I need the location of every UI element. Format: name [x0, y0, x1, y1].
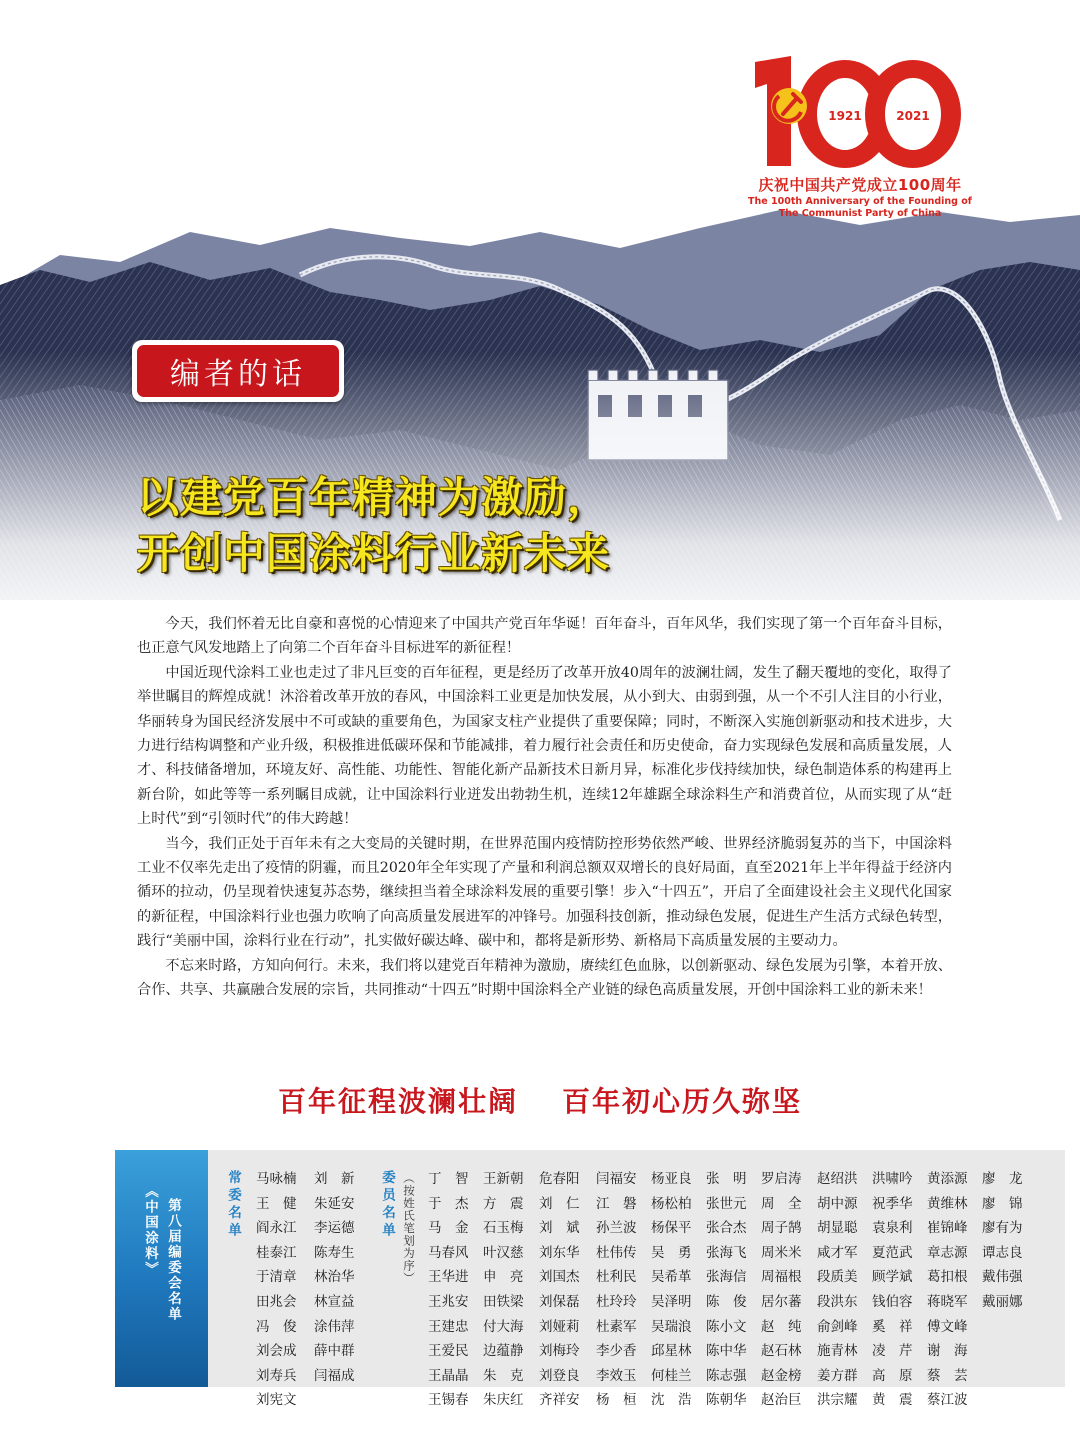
- anniversary-badge: [745, 48, 975, 223]
- member-column: [651, 1167, 692, 1413]
- committee-member-name: 王锡春: [428, 1392, 469, 1409]
- committee-member-name: 张海信: [706, 1269, 747, 1286]
- committee-member-name: 田铁梁: [483, 1293, 524, 1310]
- committee-member-name: 刘会成: [256, 1343, 297, 1360]
- committee-member-name: 涂伟萍: [314, 1318, 355, 1335]
- committee-member-name: 冯 俊: [256, 1318, 297, 1335]
- badge-year-end: 2021: [896, 109, 930, 123]
- committee-member-name: 吴希革: [651, 1269, 692, 1286]
- standing-column: [314, 1167, 355, 1388]
- editorial-committee: [115, 1150, 1065, 1409]
- committee-member-name: 咸才军: [817, 1244, 858, 1261]
- committee-member-name: 洪宗耀: [817, 1392, 858, 1409]
- member-column: [817, 1167, 858, 1413]
- committee-member-name: 王建忠: [428, 1318, 469, 1335]
- committee-member-name: 王新朝: [483, 1171, 524, 1187]
- committee-member-name: 戴伟强: [982, 1269, 1023, 1286]
- committee-member-name: 周福根: [761, 1269, 802, 1286]
- committee-member-name: 刘 仁: [539, 1195, 580, 1212]
- committee-member-name: 刘梅玲: [539, 1343, 580, 1360]
- badge-title-cn: 庆祝中国共产党成立100周年: [758, 176, 962, 194]
- committee-member-name: 闫福成: [314, 1367, 355, 1384]
- committee-member-name: 桂泰江: [256, 1244, 297, 1261]
- committee-member-name: 王晶晶: [428, 1367, 469, 1384]
- badge-title-en-line1: The 100th Anniversary of the Founding of: [748, 196, 972, 207]
- section-tag-label: 编者的话: [137, 345, 339, 397]
- badge-year-start: 1921: [828, 109, 862, 123]
- member-column: [428, 1167, 469, 1413]
- committee-member-name: 江 磐: [596, 1195, 637, 1212]
- paragraph: 当今，我们正处于百年未有之大变局的关键时期，在世界范围内疫情防控形势依然严峻、世界经济脆弱复苏的当下，中国涂料工业不仅率先走出了疫情的阴霾，而且2020年全年实现了产量和利润总额双双增长的良好局面，直至2021年上半年得益于经济内循环的拉动，仍呈现着快速复苏态势，继续担当着全球涂料发展的重要引擎！步入“十四五”，开启了全面建设社会主义现代化国家的新征程，中国涂料行业也强力吹响了向高质量发展进军的冲锋号。加强科技创新，推动绿色发展，促进生产生活方式绿色转型，践行“美丽中国，涂料行业在行动”，扎实做好碳达峰、碳中和，都将是新形势、新格局下高质量发展的主要动力。: [137, 835, 952, 950]
- committee-member-name: 顾学斌: [872, 1269, 913, 1286]
- committee-member-name: 马咏楠: [256, 1171, 297, 1187]
- committee-member-name: 王 健: [256, 1195, 297, 1212]
- committee-member-name: 张 明: [706, 1171, 747, 1187]
- slogan-part2: 百年初心历久弥坚: [562, 1085, 803, 1118]
- committee-title-panel: [115, 1150, 208, 1387]
- committee-member-name: 钱伯容: [872, 1293, 913, 1310]
- committee-member-name: 王兆安: [428, 1293, 469, 1310]
- centenary-logo-icon: [745, 48, 975, 173]
- committee-member-name: 阎永江: [256, 1220, 297, 1237]
- committee-member-name: 段质美: [817, 1269, 858, 1286]
- committee-member-name: 凌 芹: [872, 1343, 913, 1360]
- slogan-part1: 百年征程波澜壮阔: [277, 1085, 518, 1118]
- committee-member-name: 何桂兰: [651, 1367, 692, 1384]
- committee-member-name: 胡显聪: [817, 1220, 858, 1237]
- committee-member-name: 邱星林: [651, 1343, 692, 1360]
- article-body: [137, 612, 952, 1003]
- paragraph: 今天，我们怀着无比自豪和喜悦的心情迎来了中国共产党百年华诞！百年奋斗，百年风华，我们实现了第一个百年奋斗目标，也正意气风发地踏上了向第二个百年奋斗目标进军的新征程！: [137, 616, 952, 657]
- committee-member-name: 石玉梅: [483, 1220, 524, 1237]
- member-column: [596, 1167, 637, 1413]
- committee-member-name: 赵石林: [761, 1343, 802, 1360]
- committee-member-name: 赵治巨: [761, 1392, 802, 1409]
- committee-member-name: 边蕴静: [483, 1343, 524, 1360]
- committee-member-name: 夏范武: [872, 1244, 913, 1261]
- committee-member-name: 杜利民: [596, 1269, 637, 1286]
- committee-member-name: 奚 祥: [872, 1318, 913, 1335]
- committee-member-name: 陈小文: [706, 1318, 747, 1335]
- committee-member-name: 俞剑峰: [817, 1318, 858, 1335]
- standing-committee-label: 常委名单: [225, 1170, 241, 1240]
- committee-member-name: 杜素军: [596, 1318, 637, 1335]
- committee-member-name: 刘登良: [539, 1367, 580, 1384]
- committee-member-name: 高 原: [872, 1367, 913, 1384]
- committee-member-name: 方 震: [483, 1195, 524, 1212]
- committee-member-name: 蔡 芸: [927, 1367, 968, 1384]
- committee-member-name: 吴泽明: [651, 1293, 692, 1310]
- committee-member-name: 谭志良: [982, 1244, 1023, 1261]
- committee-member-name: 于清章: [256, 1269, 297, 1286]
- committee-member-name: 杜玲玲: [596, 1293, 637, 1310]
- journal-name: 《中国涂料》: [142, 1184, 158, 1277]
- committee-member-name: 刘 新: [314, 1171, 355, 1187]
- committee-member-name: 赵金榜: [761, 1367, 802, 1384]
- committee-member-name: 周 全: [761, 1195, 802, 1212]
- committee-member-name: 洪啸吟: [872, 1171, 913, 1187]
- committee-member-name: 李运德: [314, 1220, 355, 1237]
- committee-member-name: 刘娅莉: [539, 1318, 580, 1335]
- committee-member-name: 刘东华: [539, 1244, 580, 1261]
- committee-member-name: 杨亚良: [651, 1171, 692, 1187]
- committee-member-name: 沈 浩: [651, 1392, 692, 1409]
- committee-member-name: 申 亮: [483, 1269, 524, 1286]
- paragraph: 不忘来时路，方知向何行。未来，我们将以建党百年精神为激励，赓续红色血脉，以创新驱动、绿色发展为引擎，本着开放、合作、共享、共赢融合发展的宗旨，共同推动“十四五”时期中国涂料全产业链的绿色高质量发展，开创中国涂料工业的新未来！: [137, 957, 952, 999]
- committee-member-name: 袁泉利: [872, 1220, 913, 1237]
- committee-member-name: 葛扣根: [927, 1269, 968, 1286]
- committee-member-name: 陈朝华: [706, 1392, 747, 1409]
- committee-member-name: 胡中源: [817, 1195, 858, 1212]
- committee-member-name: 廖有为: [982, 1220, 1023, 1237]
- committee-member-name: 田兆会: [256, 1293, 297, 1310]
- committee-member-name: 叶汉慈: [483, 1244, 524, 1261]
- committee-member-name: 段洪东: [817, 1293, 858, 1310]
- headline-line1: 以建党百年精神为激励，: [137, 473, 611, 522]
- committee-member-name: 居尔蕃: [761, 1293, 802, 1310]
- committee-member-name: 刘寿兵: [256, 1367, 297, 1384]
- committee-member-name: 黄 震: [872, 1392, 913, 1409]
- committee-member-name: 赵 纯: [761, 1318, 802, 1335]
- committee-member-name: 黄维林: [927, 1195, 968, 1212]
- committee-title: 第八届编委会名单: [165, 1198, 181, 1322]
- committee-member-name: 谢 海: [927, 1343, 968, 1360]
- committee-member-name: 张世元: [706, 1195, 747, 1212]
- member-column: [761, 1167, 802, 1413]
- member-column: [927, 1167, 968, 1413]
- committee-member-name: 刘保磊: [539, 1293, 580, 1310]
- committee-member-name: 陈中华: [706, 1343, 747, 1360]
- section-tag: [132, 340, 344, 402]
- committee-member-name: 朱延安: [314, 1195, 355, 1212]
- committee-member-name: 王爱民: [428, 1343, 469, 1360]
- badge-title-en-line2: The Communist Party of China: [778, 208, 942, 219]
- committee-member-name: 陈志强: [706, 1367, 747, 1384]
- members-label: 委员名单: [379, 1170, 395, 1240]
- committee-member-name: 陈 俊: [706, 1293, 747, 1310]
- headline: [137, 470, 610, 582]
- committee-member-name: 周米米: [761, 1244, 802, 1261]
- member-column: [483, 1167, 524, 1413]
- committee-member-name: 赵绍洪: [817, 1171, 858, 1187]
- committee-member-name: 杨松柏: [651, 1195, 692, 1212]
- committee-member-name: 姜方群: [817, 1367, 858, 1384]
- committee-member-name: 吴 勇: [651, 1244, 692, 1261]
- committee-member-name: 杨保平: [651, 1220, 692, 1237]
- standing-column: [256, 1167, 297, 1413]
- committee-member-name: 祝季华: [872, 1195, 913, 1212]
- committee-member-name: 王华进: [428, 1269, 469, 1286]
- committee-member-name: 张合杰: [706, 1220, 747, 1237]
- committee-member-name: 章志源: [927, 1244, 968, 1261]
- committee-member-name: 刘国杰: [539, 1269, 580, 1286]
- committee-member-name: 陈寿生: [314, 1244, 355, 1261]
- committee-member-name: 施青林: [817, 1343, 858, 1360]
- committee-member-name: 付大海: [483, 1318, 524, 1335]
- committee-member-name: 戴丽娜: [982, 1293, 1023, 1310]
- committee-member-name: 林治华: [314, 1269, 355, 1286]
- committee-member-name: 蔡江波: [927, 1392, 968, 1409]
- committee-member-name: 周子鹄: [761, 1220, 802, 1237]
- committee-member-name: 李少香: [596, 1343, 637, 1360]
- member-column: [539, 1167, 580, 1413]
- committee-member-name: 杨 桓: [596, 1392, 637, 1409]
- committee-member-name: 林宣益: [314, 1293, 355, 1310]
- committee-member-name: 薛中群: [314, 1343, 355, 1360]
- committee-member-name: 朱 克: [483, 1367, 524, 1384]
- committee-member-name: 傅文峰: [927, 1318, 968, 1335]
- committee-member-name: 廖 龙: [982, 1171, 1023, 1187]
- committee-member-name: 李效玉: [596, 1367, 637, 1384]
- committee-member-name: 于 杰: [428, 1195, 469, 1212]
- committee-member-name: 张海飞: [706, 1244, 747, 1261]
- paragraph: 中国近现代涂料工业也走过了非凡巨变的百年征程，更是经历了改革开放40周年的波澜壮阔，发生了翻天覆地的变化，取得了举世瞩目的辉煌成就！沐浴着改革开放的春风，中国涂料工业更是加快发展，从小到大、由弱到强，从一个不引人注目的小行业，华丽转身为国民经济发展中不可或缺的重要角色，为国家支柱产业提供了重要保障；同时，不断深入实施创新驱动和技术进步，大力进行结构调整和产业升级，积极推进低碳环保和节能减排，着力履行社会责任和历史使命，奋力实现绿色发展和高质量发展，人才、科技储备增加，环境友好、高性能、功能性、智能化新产品新技术日新月异，标准化步伐持续加快，绿色制造体系的构建再上新台阶，如此等等一系列瞩目成就，让中国涂料行业迸发出勃勃生机，连续12年雄踞全球涂料生产和消费首位，从而实现了从“赶上时代”到“引领时代”的伟大跨越！: [137, 664, 952, 828]
- committee-member-name: 廖 锦: [982, 1195, 1023, 1212]
- committee-member-name: 黄添源: [927, 1171, 968, 1187]
- committee-member-name: 刘宪文: [256, 1392, 297, 1409]
- committee-member-name: 马春风: [428, 1244, 469, 1261]
- committee-member-name: 朱庆红: [483, 1392, 524, 1409]
- committee-member-name: 刘 斌: [539, 1220, 580, 1237]
- committee-member-name: 吴瑞浪: [651, 1318, 692, 1335]
- committee-member-name: 齐祥安: [539, 1392, 580, 1409]
- committee-member-name: 孙兰波: [596, 1220, 637, 1237]
- committee-member-name: 罗启涛: [761, 1171, 802, 1187]
- committee-member-name: 马 金: [428, 1220, 469, 1237]
- committee-member-name: 丁 智: [428, 1171, 469, 1187]
- committee-member-name: 杜伟传: [596, 1244, 637, 1261]
- committee-member-name: 闫福安: [596, 1171, 637, 1187]
- member-column: [706, 1167, 747, 1413]
- member-column: [982, 1167, 1023, 1315]
- members-order-note: （按姓氏笔划为序）: [402, 1172, 416, 1285]
- committee-member-name: 蒋晓军: [927, 1293, 968, 1310]
- headline-line2: 开创中国涂料行业新未来: [137, 529, 611, 578]
- member-column: [872, 1167, 913, 1413]
- slogan: [0, 1080, 1080, 1120]
- committee-member-name: 危春阳: [539, 1171, 580, 1187]
- committee-member-name: 崔锦峰: [927, 1220, 968, 1237]
